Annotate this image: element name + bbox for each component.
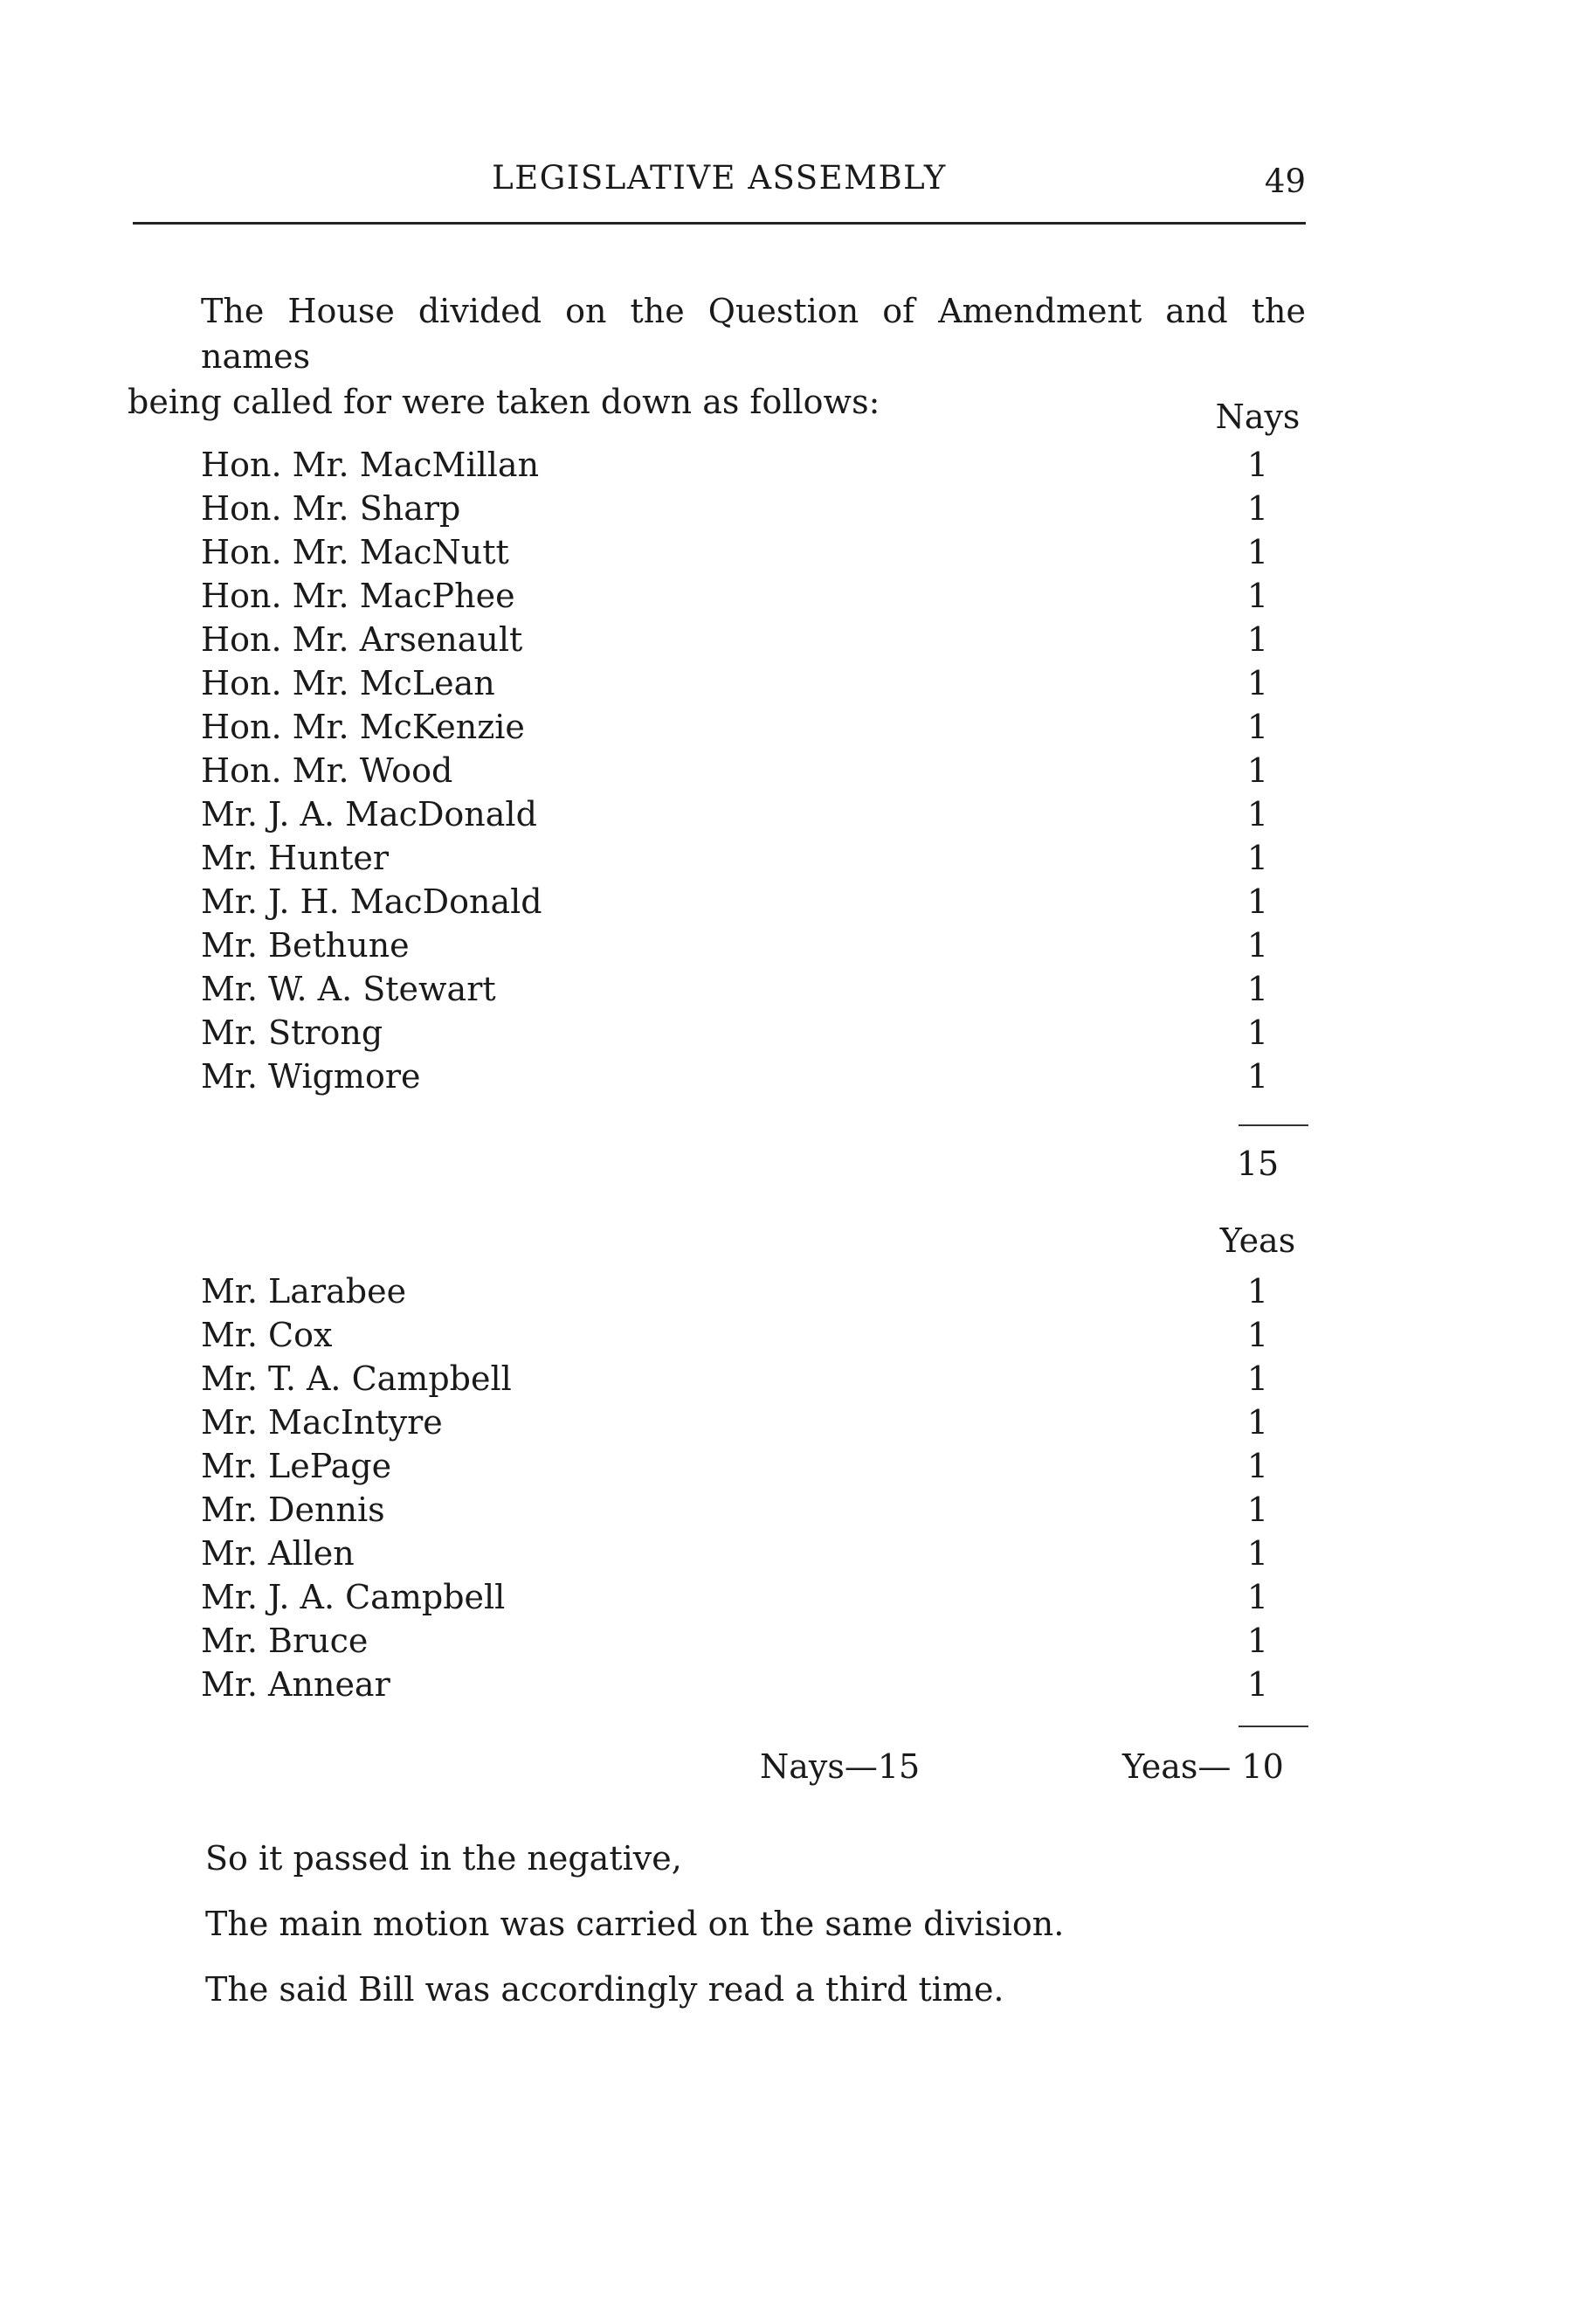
nays-row: [201, 1011, 1310, 1055]
member-name: Hon. Mr. Arsenault: [201, 620, 523, 659]
nays-row: [201, 574, 1310, 618]
nays-row: [201, 880, 1310, 923]
vote-count: 1: [1246, 1578, 1269, 1616]
yeas-row: [201, 1357, 1310, 1401]
nays-row: [201, 967, 1310, 1011]
member-name: Hon. Mr. Sharp: [201, 489, 461, 528]
yeas-row: [201, 1532, 1310, 1575]
vote-count: 1: [1246, 1013, 1269, 1052]
nays-row: [201, 749, 1310, 792]
vote-count: 1: [1246, 1359, 1269, 1398]
yeas-row: [201, 1575, 1310, 1619]
nays-heading: Nays: [1215, 398, 1301, 436]
member-name: Mr. W. A. Stewart: [201, 970, 496, 1008]
vote-count: 1: [1246, 1622, 1269, 1660]
member-name: Mr. Hunter: [201, 839, 390, 877]
vote-count: 1: [1246, 1665, 1269, 1704]
yeas-row: [201, 1444, 1310, 1488]
nays-row: [201, 923, 1310, 967]
member-name: Mr. Bethune: [201, 926, 410, 965]
member-name: Mr. J. H. MacDonald: [201, 882, 542, 921]
nays-row: [201, 1055, 1310, 1098]
intro-line-1: The House divided on the Question of Amendment and the names: [201, 292, 1306, 376]
yeas-row: [201, 1401, 1310, 1444]
vote-count: 1: [1246, 795, 1269, 833]
member-name: Mr. Bruce: [201, 1622, 369, 1660]
member-name: Hon. Mr. McLean: [201, 664, 495, 702]
vote-count: 1: [1246, 1491, 1269, 1529]
vote-count: 1: [1246, 708, 1269, 746]
vote-count: 1: [1246, 1316, 1269, 1354]
member-name: Mr. J. A. Campbell: [201, 1578, 506, 1616]
vote-count: 1: [1246, 926, 1269, 965]
closing-line-3: The said Bill was accordingly read a third time.: [205, 1970, 1004, 2009]
member-name: Hon. Mr. Wood: [201, 751, 453, 790]
nays-row: [201, 618, 1310, 661]
vote-count: 1: [1246, 751, 1269, 790]
vote-count: 1: [1246, 1534, 1269, 1573]
member-name: Mr. MacIntyre: [201, 1403, 443, 1442]
vote-count: 1: [1246, 533, 1269, 571]
member-name: Mr. J. A. MacDonald: [201, 795, 537, 833]
member-name: Hon. Mr. McKenzie: [201, 708, 525, 746]
closing-line-2: The main motion was carried on the same division.: [205, 1905, 1065, 1943]
member-name: Mr. Annear: [201, 1665, 390, 1704]
vote-count: 1: [1246, 882, 1269, 921]
vote-count: 1: [1246, 1057, 1269, 1096]
member-name: Mr. Cox: [201, 1316, 333, 1354]
header-rule: [133, 222, 1306, 225]
vote-count: 1: [1246, 664, 1269, 702]
nays-row: [201, 661, 1310, 705]
nays-row: [201, 487, 1310, 530]
nays-row: [201, 530, 1310, 574]
vote-count: 1: [1246, 1403, 1269, 1442]
yeas-row: [201, 1269, 1310, 1313]
member-name: Mr. Strong: [201, 1013, 383, 1052]
member-name: Mr. T. A. Campbell: [201, 1359, 512, 1398]
yeas-list: [201, 1269, 1310, 1706]
yeas-row: [201, 1619, 1310, 1663]
closing-line-1: So it passed in the negative,: [205, 1839, 682, 1878]
member-name: Mr. Larabee: [201, 1272, 407, 1311]
yeas-row: [201, 1663, 1310, 1706]
yeas-sum-rule: [1239, 1726, 1308, 1727]
vote-count: 1: [1246, 577, 1269, 615]
nays-list: [201, 443, 1310, 1098]
nays-row: [201, 792, 1310, 836]
running-head: LEGISLATIVE ASSEMBLY: [492, 159, 947, 197]
vote-count: 1: [1246, 620, 1269, 659]
vote-count: 1: [1246, 1447, 1269, 1485]
result-yeas: Yeas— 10: [1122, 1747, 1284, 1786]
vote-count: 1: [1246, 1272, 1269, 1311]
vote-count: 1: [1246, 839, 1269, 877]
page-number: 49: [1264, 163, 1306, 200]
intro-line-2: being called for were taken down as follows:: [128, 383, 880, 421]
member-name: Hon. Mr. MacMillan: [201, 446, 540, 484]
member-name: Hon. Mr. MacPhee: [201, 577, 515, 615]
yeas-heading: Yeas: [1219, 1221, 1296, 1260]
member-name: Hon. Mr. MacNutt: [201, 533, 509, 571]
nays-sum-rule: [1239, 1124, 1308, 1126]
yeas-row: [201, 1313, 1310, 1357]
yeas-row: [201, 1488, 1310, 1532]
vote-count: 1: [1246, 446, 1269, 484]
vote-count: 1: [1246, 489, 1269, 528]
nays-row: [201, 836, 1310, 880]
member-name: Mr. Dennis: [201, 1491, 385, 1529]
vote-count: 1: [1246, 970, 1269, 1008]
nays-row: [201, 705, 1310, 749]
member-name: Mr. LePage: [201, 1447, 392, 1485]
result-nays: Nays—15: [760, 1747, 921, 1786]
nays-row: [201, 443, 1310, 487]
nays-total: 15: [1236, 1145, 1280, 1183]
member-name: Mr. Allen: [201, 1534, 355, 1573]
intro-paragraph: [128, 288, 1306, 425]
member-name: Mr. Wigmore: [201, 1057, 421, 1096]
